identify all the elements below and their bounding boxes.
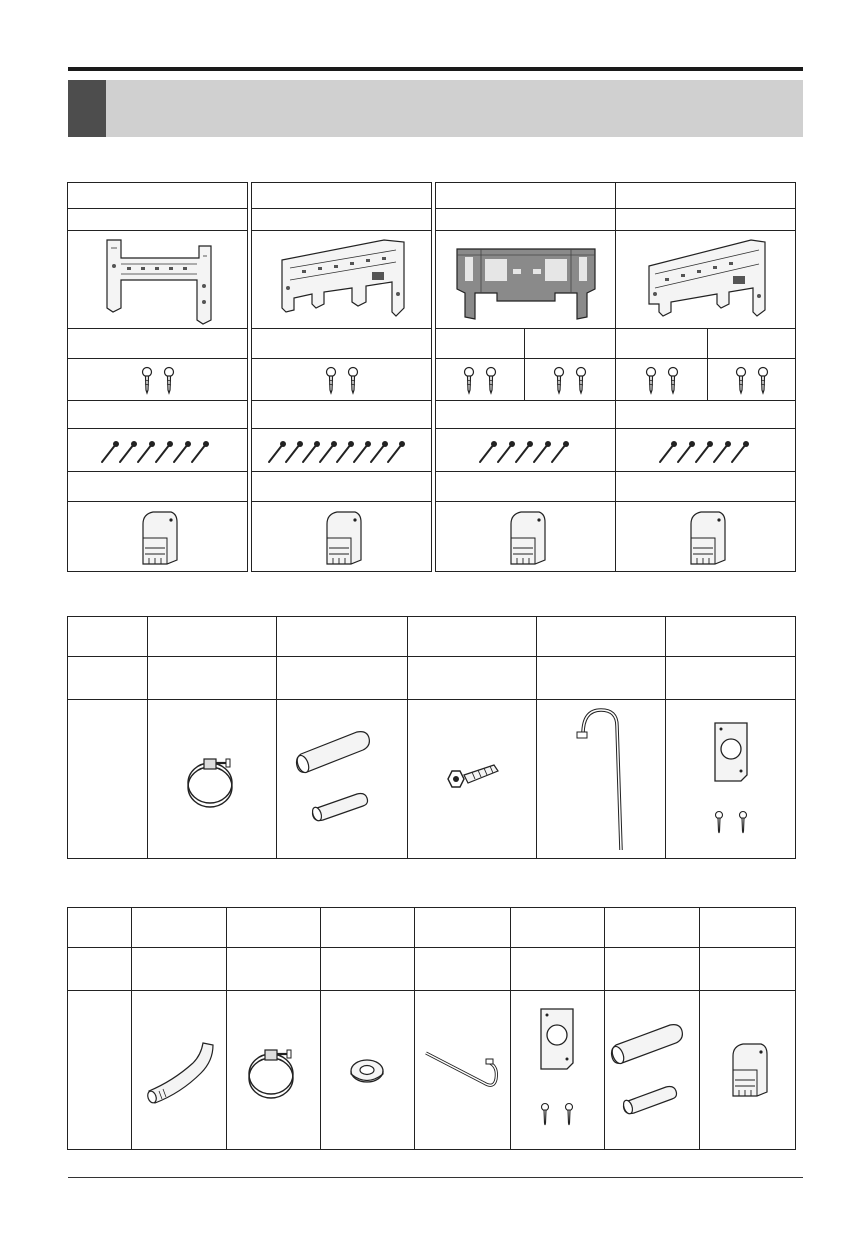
pipe-cover-icon	[616, 505, 795, 570]
cover-plate-icon	[510, 990, 604, 1150]
accessories-table-a	[67, 616, 796, 859]
screws-icon	[707, 361, 796, 401]
installation-plate-icon	[252, 233, 431, 328]
pipe-cover-icon	[68, 505, 247, 570]
installation-plate-icon	[68, 233, 247, 328]
anchor-screws-icon	[68, 433, 247, 471]
anchor-screws-icon	[252, 433, 431, 471]
insulation-sleeve-icon	[276, 699, 407, 859]
insulation-sleeve-icon	[604, 990, 699, 1150]
hook-wire-icon	[414, 990, 510, 1150]
cover-plate-icon	[665, 699, 796, 859]
section-header-bar	[68, 80, 803, 137]
screws-icon	[68, 361, 247, 401]
accessories-table-b	[67, 907, 796, 1150]
washer-icon	[320, 990, 414, 1150]
anchor-screws-icon	[436, 433, 615, 471]
installation-plate-icon	[436, 233, 615, 328]
anchor-screws-icon	[616, 433, 795, 471]
screws-icon	[252, 361, 431, 401]
drain-hook-icon	[536, 699, 665, 859]
pipe-cover-icon	[436, 505, 615, 570]
screws-icon	[524, 361, 616, 401]
screws-icon	[436, 361, 524, 401]
bolt-icon	[407, 699, 536, 859]
hose-clamp-icon	[226, 990, 320, 1150]
pipe-cover-icon	[699, 990, 796, 1150]
hose-clamp-icon	[147, 699, 276, 859]
kit-card-2	[251, 182, 432, 572]
installation-plate-icon	[616, 233, 795, 328]
top-rule	[68, 67, 803, 71]
screws-icon	[616, 361, 707, 401]
section-header-tab	[68, 80, 106, 137]
drain-hose-icon	[131, 990, 226, 1150]
kit-card-1	[67, 182, 248, 572]
kit-card-3	[435, 182, 616, 572]
kit-card-4	[615, 182, 796, 572]
bottom-rule	[68, 1177, 803, 1178]
pipe-cover-icon	[252, 505, 431, 570]
